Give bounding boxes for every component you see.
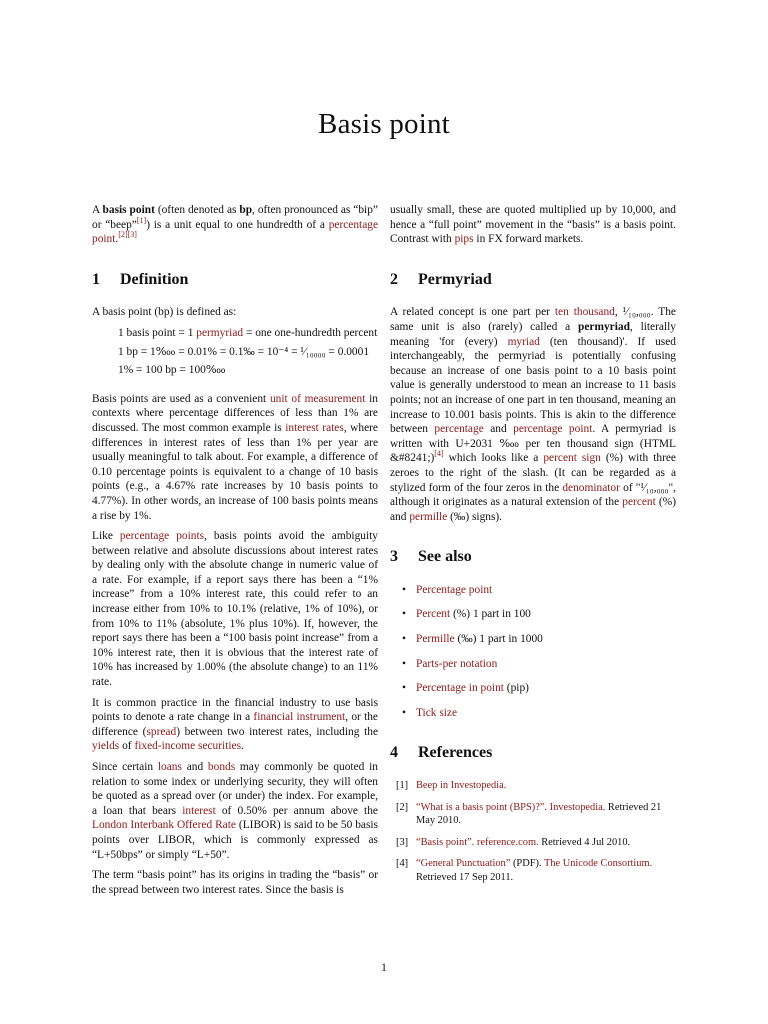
reference-item: [1] Beep in Investopedia. [396, 780, 507, 792]
bullet-icon: • [402, 682, 406, 695]
see-also-list [390, 583, 676, 721]
reference-link[interactable]: “What is a basis point (BPS)?”. [416, 801, 548, 813]
see-also-link[interactable]: Percentage in point [416, 682, 504, 695]
link-spread[interactable]: spread [146, 725, 177, 738]
reference-link[interactable]: Beep in Investopedia. [416, 780, 507, 792]
body-paragraph: usually small, these are quoted multiplied up by 10,000, and hence a “full point” movement in the “basis” is a basis point. Contrast with pips in FX forward markets. [390, 204, 676, 246]
link-percent[interactable]: percent [622, 496, 656, 509]
body-paragraph: The term “basis point” has its origins in trading the “basis” or the spread between two interest rates. Since the basis is [92, 869, 378, 896]
reference-link[interactable]: “General Punctuation” [416, 858, 511, 870]
permyriad-term: permyriad [578, 320, 630, 333]
link-percentage-point-2[interactable]: percentage point [513, 423, 593, 436]
intro-text: A [92, 204, 100, 216]
see-also-link[interactable]: Percent [416, 608, 451, 621]
list-item: • Permille (‰) 1 part in 1000 [402, 633, 543, 646]
section-heading-see-also: 3 See also [390, 548, 472, 566]
body-paragraph: Basis points are used as a convenient unit of measurement in contexts where percentage differences of less than 1% are discussed. The most common example is interest rates, where differences in interest rates of less than 1% per year are usually meaningful to talk about. For example, a difference of 0.10 percentage points is equivalent to a change of 10 basis points (e.g., a 4.67% rate increases by 10 basis points to 4.77%). In other words, an increase of 100 basis points means a rise by 1%. [92, 392, 378, 522]
link-financial-instrument[interactable]: financial instrument [253, 711, 346, 724]
bullet-icon: • [402, 657, 406, 670]
link-permille[interactable]: permille [409, 510, 448, 523]
left-column [92, 203, 378, 903]
reference-publisher-link[interactable]: The Unicode Consortium. [543, 858, 653, 870]
citation-link[interactable]: [1] [136, 215, 147, 225]
section-heading-definition: 1 Definition [92, 270, 189, 288]
definition-formulas [118, 326, 378, 378]
link-interest[interactable]: interest [182, 804, 216, 817]
see-also-link[interactable]: Parts-per notation [416, 657, 498, 670]
link-loans[interactable]: loans [157, 761, 182, 773]
citation-link[interactable]: [2][3] [118, 230, 137, 240]
link-unit-of-measurement[interactable]: unit of measurement [269, 392, 366, 405]
bullet-icon: • [402, 608, 406, 621]
link-percentage[interactable]: percentage [434, 423, 484, 436]
intro-text: , often pronounced as “bip” or “beep” [92, 204, 378, 231]
formula-line: 1 basis point = 1 permyriad = one one-hundredth percent [118, 326, 378, 339]
link-percent-sign[interactable]: percent sign [543, 452, 601, 465]
link-permyriad[interactable]: permyriad [196, 326, 244, 339]
link-fixed-income-securities[interactable]: fixed-income securities [134, 740, 242, 753]
list-item [390, 657, 676, 672]
intro-abbr: bp [239, 204, 253, 216]
intro-text: ) is a unit equal to one hundredth of a [146, 218, 325, 231]
link-yields[interactable]: yields [92, 740, 120, 753]
see-also-link[interactable]: Percentage point [416, 583, 493, 596]
reference-list [390, 779, 676, 885]
reference-publisher-link[interactable]: reference.com. [476, 836, 539, 848]
intro-paragraph: A basis point (often denoted as bp, often pronounced as “bip” or “beep”[1]) is a unit equal to one hundredth of a percentage point.[2][3] [92, 204, 379, 246]
link-pips[interactable]: pips [454, 233, 474, 246]
body-paragraph: Like percentage points, basis points avoid the ambiguity between relative and absolute discussions about interest rates by dealing only with the absolute change in numeric value of a rate. For example, if a report says there has been a “1% increase” from a 10% interest rate, this could refer to an increase either from 10% to 10.1% (relative, 1% of 10%), or from 10% to 11% (absolute, 1% plus 10%). If, however, the report says there has been a “100 basis point increase” from a 10% interest rate, then it is obvious that the interest rate of 10% has increased by 1.00% (the absolute change) to an 11% rate. [92, 530, 378, 689]
intro-text: (often denoted as [157, 204, 237, 216]
link-denominator[interactable]: denominator [562, 481, 620, 494]
page-title: Basis point [318, 108, 450, 140]
link-percentage-points[interactable]: percentage points [119, 530, 205, 543]
body-paragraph: It is common practice in the financial industry to use basis points to denote a rate change in a financial instrument, or the difference (spread) between two interest rates, including the yields of fixed-income securities. [92, 696, 379, 753]
reference-item: [4] “General Punctuation” (PDF). The Unicode Consortium. Retrieved 17 Sep 2011. [396, 858, 653, 883]
reference-item: [3] “Basis point”. reference.com. Retrieved 4 Jul 2010. [396, 836, 631, 848]
body-paragraph: A related concept is one part per ten thousand, ¹⁄₁₀,₀₀₀. The same unit is also (rarely) called a permyriad, literally meaning 'for (every) myriad (ten thousand)'. If used interchangeably, the permyriad is potentially confusing because an increase of one basis point to a 10 basis point value is generally understood to mean an increase to 11 basis points; not an increase of one part in ten thousand, meaning an increase to 10.001 basis points. This is akin to the difference between percentage and percentage point. A permyriad is written with U+2031 ‱ per ten thousand sign (HTML &#8241;)[4] which looks like a percent sign (%) with three zeroes to the right of the slash. (It can be regarded as a stylized form of the four zeros in the denominator of "¹⁄₁₀,₀₀₀", although it originates as a natural extension of the percent (%) and permille (‰) signs). [390, 306, 676, 523]
formula-line: 1% = 100 bp = 100‱ [118, 364, 226, 377]
bullet-icon: • [402, 706, 406, 719]
intro-term: basis point [102, 204, 155, 216]
link-interest-rates[interactable]: interest rates [285, 421, 344, 434]
link-libor[interactable]: London Interbank Offered Rate [92, 819, 236, 832]
reference-item: [2] “What is a basis point (BPS)?”. Investopedia. Retrieved 21 May 2010. [396, 801, 662, 827]
body-paragraph: Since certain loans and bonds may commonly be quoted in relation to some index or underlying security, they will often be quoted as a spread over (or under) the index. For example, a loan that bears interest of 0.50% per annum above the London Interbank Offered Rate (LIBOR) is said to be 50 basis points over LIBOR, which is commonly expressed as “L+50bps” or simply “L+50”. [92, 761, 378, 861]
section-heading-references: 4 References [390, 744, 493, 762]
page-number: 1 [381, 962, 387, 974]
definition-lead: A basis point (bp) is defined as: [92, 306, 237, 319]
section-heading-permyriad: 2 Permyriad [390, 270, 492, 288]
bullet-icon: • [402, 633, 406, 646]
list-item [390, 583, 676, 598]
formula-line: 1 bp = 1‱ = 0.01% = 0.1‰ = 10⁻⁴ = ¹⁄₁₀₀₀₀ = 0.0001 [118, 345, 370, 358]
see-also-link[interactable]: Permille [416, 633, 455, 646]
list-item [390, 706, 676, 721]
right-column [390, 203, 676, 893]
see-also-link[interactable]: Tick size [416, 706, 458, 719]
reference-link[interactable]: “Basis point”. [416, 836, 475, 848]
link-ten-thousand[interactable]: ten thousand [554, 306, 615, 319]
list-item: • Percentage in point (pip) [402, 682, 529, 695]
link-bonds[interactable]: bonds [207, 761, 236, 773]
bullet-icon: • [402, 583, 406, 596]
citation-link[interactable]: [4] [434, 449, 444, 459]
link-myriad[interactable]: myriad [507, 335, 540, 348]
reference-publisher-link[interactable]: Investopedia. [549, 801, 606, 813]
link-percentage-point[interactable]: percentage point [92, 218, 379, 246]
list-item: • Percent (%) 1 part in 100 [402, 608, 531, 621]
